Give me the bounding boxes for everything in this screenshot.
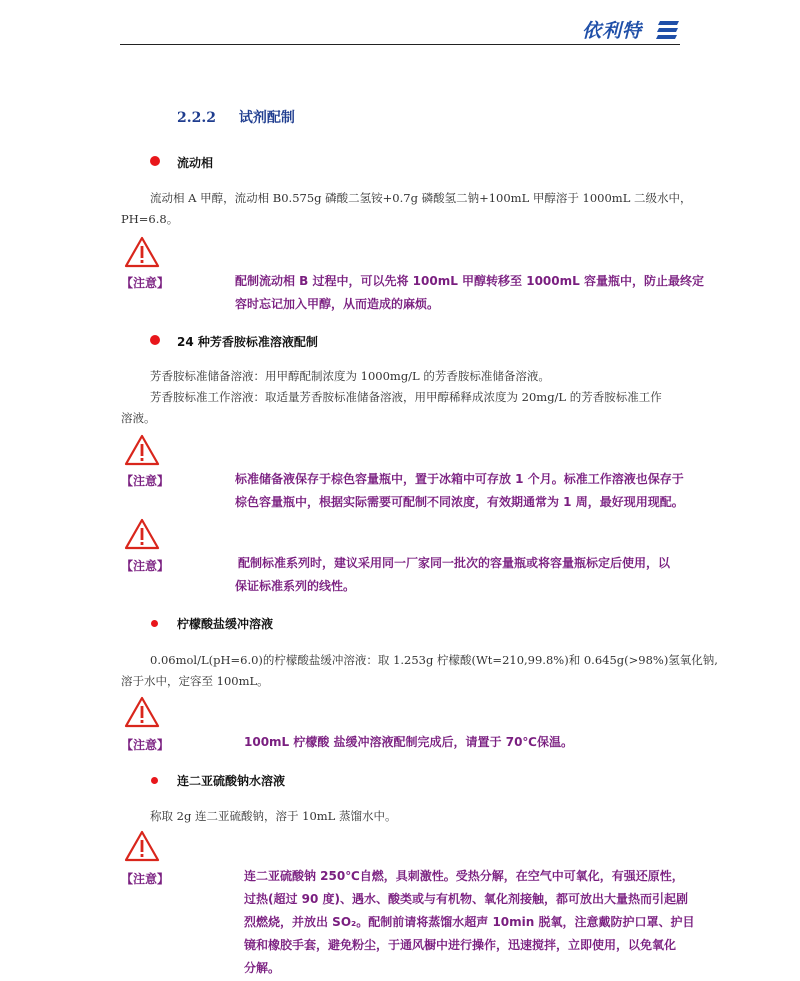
section-title: 试剂配制 xyxy=(238,110,295,126)
subsection-title-amines: 24 种芳香胺标准溶液配制 xyxy=(177,335,318,349)
note-line: 保证标准系列的线性。 xyxy=(235,579,356,593)
body-line: 流动相 A 甲醇，流动相 B0.575g 磷酸二氢铵+0.7g 磷酸氢二钠+100mL 甲醇溶于 1000mL 二级水中， xyxy=(150,191,692,205)
note-line: 配制标准系列时，建议采用同一厂家同一批次的容量瓶或将容量瓶标定后使用，以 xyxy=(238,556,671,570)
note-label: 【注意】 xyxy=(121,474,170,488)
note-line: 配制流动相 B 过程中，可以先将 100mL 甲醇转移至 1000mL 容量瓶中，防止最终定 xyxy=(235,274,704,288)
subsection-title-dithionite: 连二亚硫酸钠水溶液 xyxy=(177,774,286,788)
body-line: 芳香胺标准工作溶液：取适量芳香胺标准储备溶液，用甲醇稀释成浓度为 20mg/L 的芳香胺标准工作 xyxy=(150,390,662,404)
note-label: 【注意】 xyxy=(121,559,170,573)
note-line: 过热(超过 90 度)、遇水、酸类或与有机物、氧化剂接触，都可放出大量热而引起剧 xyxy=(244,892,689,906)
note-line: 烈燃烧，并放出 SO₂。配制前请将蒸馏水超声 10min 脱氧，注意戴防护口罩、护目 xyxy=(244,915,695,929)
warning-triangle-icon xyxy=(124,235,160,269)
logo-stripes-icon xyxy=(656,20,680,40)
note-label: 【注意】 xyxy=(121,872,170,886)
note-line: 分解。 xyxy=(244,961,281,975)
body-line: 0.06mol/L(pH=6.0)的柠檬酸盐缓冲溶液：取 1.253g 柠檬酸(Wt=210,99.8%)和 0.645g(>98%)氢氧化钠, xyxy=(150,653,718,667)
note-line: 100mL 柠檬酸 盐缓冲溶液配制完成后，请置于 70℃保温。 xyxy=(244,735,573,749)
warning-triangle-icon xyxy=(124,433,160,467)
body-line: 芳香胺标准储备溶液：用甲醇配制浓度为 1000mg/L 的芳香胺标准储备溶液。 xyxy=(150,369,550,383)
note-line: 容时忘记加入甲醇，从而造成的麻烦。 xyxy=(235,297,440,311)
bullet-dot-icon xyxy=(150,335,160,345)
note-line: 镜和橡胶手套，避免粉尘，于通风橱中进行操作，迅速搅拌，立即使用，以免氧化 xyxy=(244,938,677,952)
note-line: 棕色容量瓶中，根据实际需要可配制不同浓度，有效期通常为 1 周，最好现用现配。 xyxy=(235,495,684,509)
note-line: 标准储备液保存于棕色容量瓶中，置于冰箱中可存放 1 个月。标准工作溶液也保存于 xyxy=(235,472,684,486)
section-number: 2.2.2 xyxy=(177,110,216,126)
body-line: 溶液。 xyxy=(121,411,156,425)
warning-triangle-icon xyxy=(124,695,160,729)
body-line: 溶于水中，定容至 100mL。 xyxy=(121,674,269,688)
bullet-dot-icon xyxy=(151,620,158,627)
subsection-title-mobile-phase: 流动相 xyxy=(177,156,214,170)
note-label: 【注意】 xyxy=(121,738,170,752)
company-logo xyxy=(582,14,682,44)
note-label: 【注意】 xyxy=(121,276,170,290)
note-line: 连二亚硫酸钠 250℃自燃，具刺激性。受热分解，在空气中可氧化，有强还原性， xyxy=(244,869,684,883)
logo-text: 依利特 xyxy=(582,20,643,42)
body-line: 称取 2g 连二亚硫酸钠，溶于 10mL 蒸馏水中。 xyxy=(150,809,397,823)
subsection-title-citrate: 柠檬酸盐缓冲溶液 xyxy=(177,617,274,631)
header-divider xyxy=(120,44,680,45)
body-line: PH=6.8。 xyxy=(121,212,179,226)
warning-triangle-icon xyxy=(124,829,160,863)
bullet-dot-icon xyxy=(150,156,160,166)
warning-triangle-icon xyxy=(124,517,160,551)
bullet-dot-icon xyxy=(151,777,158,784)
section-heading xyxy=(177,107,295,127)
